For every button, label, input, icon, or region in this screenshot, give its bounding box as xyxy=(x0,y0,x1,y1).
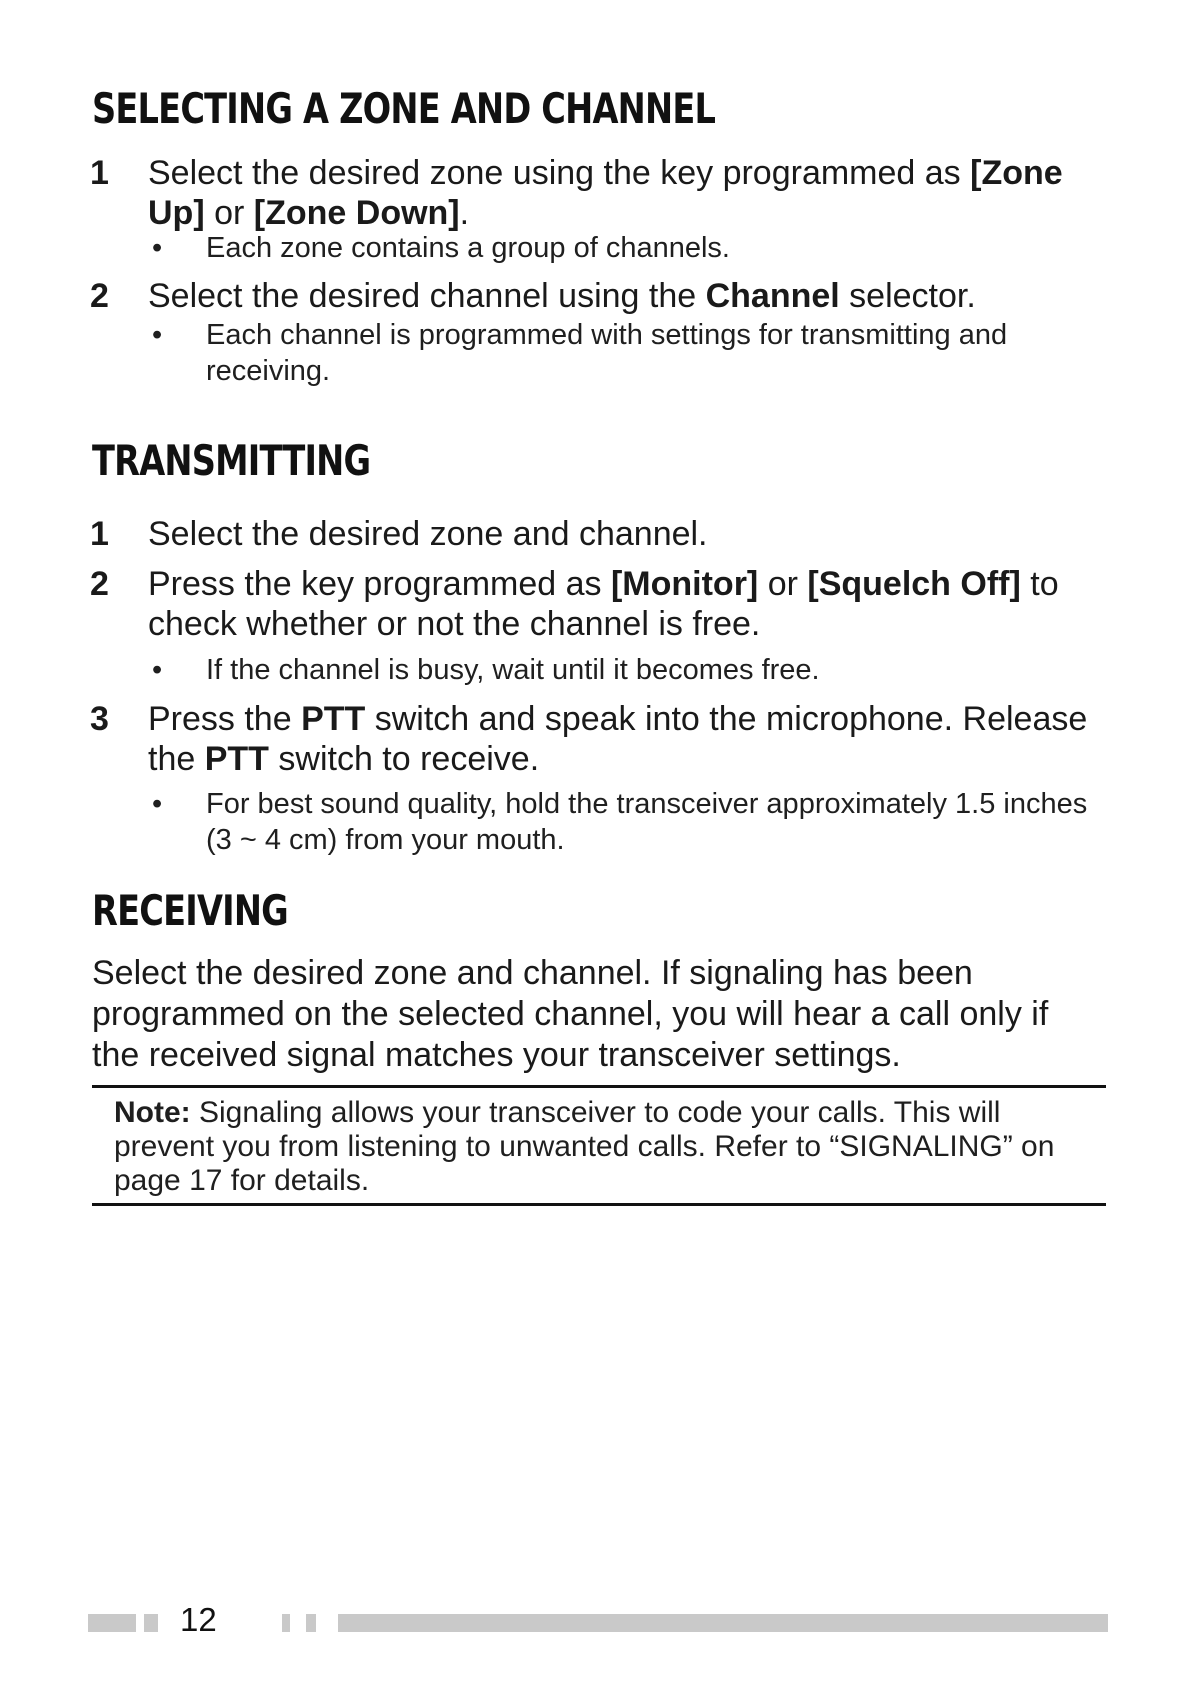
channel-selector-label: Channel xyxy=(705,277,840,315)
footer-tick xyxy=(306,1614,316,1632)
bullet-text: For best sound quality, hold the transceiver approximately 1.5 inches (3 ~ 4 cm) from your mouth. xyxy=(206,788,1088,856)
note-text: Signaling allows your transceiver to code your calls. This will prevent you from listening to unwanted calls. Refer to “SIGNALING” on page 17 for details. xyxy=(114,1096,1055,1197)
footer-tick xyxy=(282,1614,290,1632)
zone-down-key-label: [Zone Down] xyxy=(253,194,460,232)
footer-bar-left xyxy=(88,1614,136,1632)
ptt-label: PTT xyxy=(204,740,269,778)
note-bottom-rule xyxy=(92,1203,1106,1206)
squelch-off-key-label: [Squelch Off] xyxy=(807,565,1021,603)
step-text: Select the desired zone and channel. xyxy=(148,515,708,553)
bullet-text: Each zone contains a group of channels. xyxy=(206,232,730,264)
bullet-icon: • xyxy=(152,319,163,351)
step-number: 2 xyxy=(90,277,109,315)
section-title-zone-channel: SELECTING A ZONE AND CHANNEL xyxy=(92,84,716,133)
step-number: 1 xyxy=(90,515,109,553)
footer-bar-left-small xyxy=(144,1614,158,1632)
footer-bar-right xyxy=(338,1614,1108,1632)
bullet-text: Each channel is programmed with settings for transmitting and receiving. xyxy=(206,319,1008,387)
receiving-paragraph: Select the desired zone and channel. If signaling has been programmed on the selected channel, you will hear a call only if the received signal matches your transceiver settings. xyxy=(92,954,1049,1074)
bullet-icon: • xyxy=(152,788,163,820)
note-box xyxy=(114,1096,1104,1198)
section-title-transmitting: TRANSMITTING xyxy=(92,436,371,485)
bullet-icon: • xyxy=(152,232,163,264)
bullet-text: If the channel is busy, wait until it becomes free. xyxy=(206,654,820,686)
ptt-label: PTT xyxy=(301,700,366,738)
step-number: 1 xyxy=(90,154,109,192)
bullet-icon: • xyxy=(152,654,163,686)
step-text: Select the desired zone using the key programmed as [Zone Up] or [Zone Down]. xyxy=(148,154,1063,232)
step-text: Select the desired channel using the Channel selector. xyxy=(148,277,976,315)
page-number: 12 xyxy=(180,1601,217,1638)
step-text: Press the PTT switch and speak into the microphone. Release the PTT switch to receive. xyxy=(148,700,1088,778)
note-top-rule xyxy=(92,1085,1106,1088)
monitor-key-label: [Monitor] xyxy=(610,565,759,603)
zone-up-key-label: [Zone Up] xyxy=(148,154,1063,232)
note-label: Note: xyxy=(114,1096,191,1129)
step-number: 2 xyxy=(90,565,109,603)
section-title-receiving: RECEIVING xyxy=(92,886,288,935)
step-number: 3 xyxy=(90,700,109,738)
step-text: Press the key programmed as [Monitor] or [Squelch Off] to check whether or not the channel is free. xyxy=(148,565,1059,643)
